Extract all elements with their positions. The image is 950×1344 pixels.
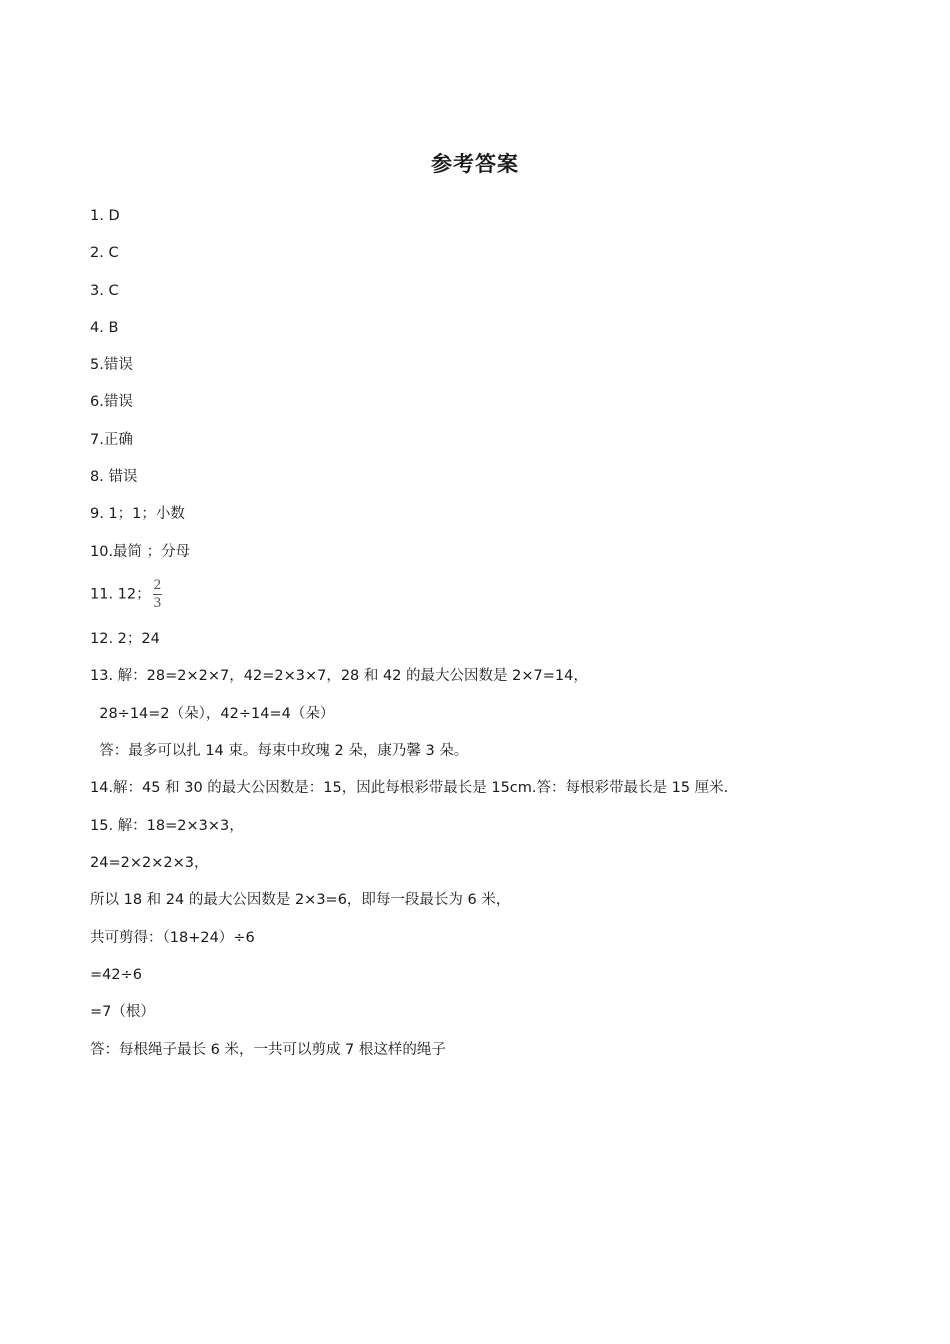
answer-line-13-answer: 答：最多可以扎 14 束。每束中玫瑰 2 朵，康乃馨 3 朵。 xyxy=(90,743,469,759)
answer-line-13-step: 28÷14=2（朵），42÷14=4（朵） xyxy=(90,706,335,722)
fraction-two-thirds xyxy=(153,578,163,611)
page-title: 参考答案 xyxy=(431,152,519,176)
answer-line-2: 2. C xyxy=(90,245,119,261)
fraction-numerator: 2 xyxy=(153,577,162,593)
answer-line-8: 8. 错误 xyxy=(90,469,138,485)
answer-line-12: 12. 2；24 xyxy=(90,631,160,647)
answer-line-4: 4. B xyxy=(90,320,119,336)
answer-line-11 xyxy=(90,578,162,611)
answer-line-1: 1. D xyxy=(90,208,120,224)
answer-line-13: 13. 解：28=2×2×7，42=2×3×7，28 和 42 的最大公因数是 2×7=14， xyxy=(90,668,588,684)
answer-line-14: 14.解：45 和 30 的最大公因数是：15，因此每根彩带最长是 15cm.答：每根彩带最长是 15 厘米. xyxy=(90,780,729,796)
answer-line-15-answer: 答：每根绳子最长 6 米，一共可以剪成 7 根这样的绳子 xyxy=(90,1042,446,1058)
answer-line-7: 7.正确 xyxy=(90,432,133,448)
answer-line-15-step-2: 所以 18 和 24 的最大公因数是 2×3=6，即每一段最长为 6 米， xyxy=(90,892,511,908)
answer-line-5: 5.错误 xyxy=(90,357,133,373)
answer-line-6: 6.错误 xyxy=(90,394,133,410)
answer-line-15-step-5: =7（根） xyxy=(90,1004,155,1020)
answer-line-9: 9. 1；1；小数 xyxy=(90,506,185,522)
answer-line-15-step-4: =42÷6 xyxy=(90,967,142,983)
answer-line-15-step-3: 共可剪得：（18+24）÷6 xyxy=(90,930,255,946)
answer-11-text: 11. 12； xyxy=(90,586,151,603)
answer-line-3: 3. C xyxy=(90,283,119,299)
answer-line-15-step-1: 24=2×2×2×3， xyxy=(90,855,209,871)
fraction-denominator: 3 xyxy=(153,595,162,611)
answer-line-10: 10.最简 ；分母 xyxy=(90,544,191,560)
answer-line-15: 15. 解：18=2×3×3， xyxy=(90,818,244,834)
